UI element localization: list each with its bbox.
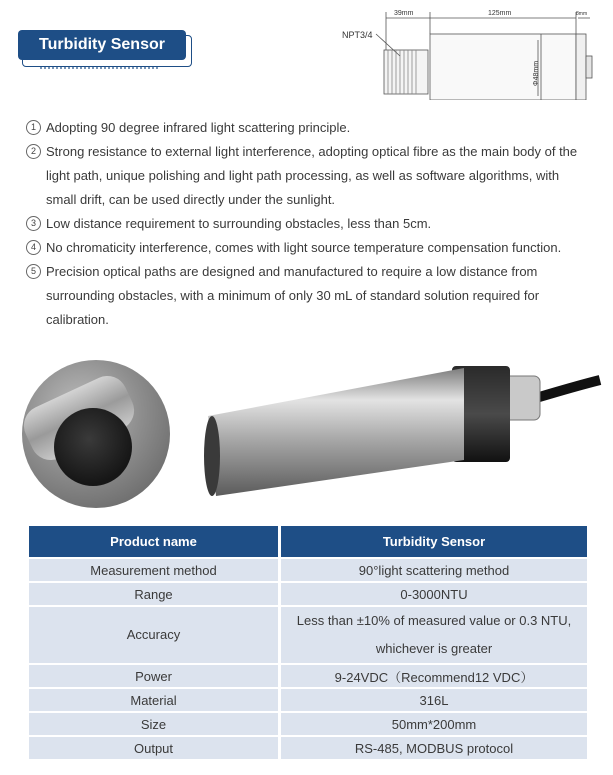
sensor-product-photo — [196, 356, 602, 506]
sensor-end-closeup-photo — [22, 360, 170, 508]
table-row — [29, 607, 587, 663]
dim-body-label: 125mm — [488, 10, 512, 17]
feature-item — [26, 116, 586, 140]
spec-label: Measurement method — [29, 559, 278, 581]
spec-value: RS-485, MODBUS protocol — [281, 737, 587, 759]
page-title: Turbidity Sensor — [18, 30, 186, 60]
feature-item — [26, 212, 586, 236]
thread-label: NPT3/4 — [342, 30, 373, 40]
table-row — [29, 559, 587, 581]
spec-label: Accuracy — [29, 607, 278, 663]
dim-diameter-label: Φ48mm — [533, 60, 540, 86]
feature-number: 2 — [26, 144, 41, 159]
dim-thread-label: 39mm — [394, 10, 414, 17]
table-row — [29, 689, 587, 711]
header-cell: Turbidity Sensor — [281, 526, 587, 557]
spec-value: Less than ±10% of measured value or 0.3 NTU, whichever is greater — [281, 607, 587, 663]
sensor-probe-face — [54, 408, 132, 486]
feature-text: Precision optical paths are designed and manufactured to require a low distance from surrounding obstacles, with a minimum of only 30 mL of standard solution required for calibration. — [46, 264, 540, 327]
spec-value: 316L — [281, 689, 587, 711]
spec-label: Material — [29, 689, 278, 711]
spec-label: Size — [29, 713, 278, 735]
dim-end-label: 8mm — [576, 11, 588, 17]
title-badge — [18, 30, 196, 70]
header-cell: Product name — [29, 526, 278, 557]
title-dots-divider — [40, 66, 160, 69]
feature-text: Adopting 90 degree infrared light scattering principle. — [46, 120, 351, 135]
table-row — [29, 737, 587, 759]
spec-label: Power — [29, 665, 278, 687]
spec-table — [26, 524, 590, 761]
spec-value: 90°light scattering method — [281, 559, 587, 581]
feature-number: 3 — [26, 216, 41, 231]
spec-label: Output — [29, 737, 278, 759]
feature-item — [26, 236, 586, 260]
feature-number: 1 — [26, 120, 41, 135]
feature-number: 5 — [26, 264, 41, 279]
table-row — [29, 665, 587, 687]
feature-text: No chromaticity interference, comes with light source temperature compensation function. — [46, 240, 562, 255]
feature-text: Strong resistance to external light interference, adopting optical fibre as the main body of the light path, unique polishing and light path processing, as well as software algorithms, with small drift, can be used directly under the sunlight. — [46, 144, 578, 207]
feature-item — [26, 140, 586, 212]
spec-value: 50mm*200mm — [281, 713, 587, 735]
table-header-row — [29, 526, 587, 557]
feature-item — [26, 260, 586, 332]
spec-label: Range — [29, 583, 278, 605]
feature-text: Low distance requirement to surrounding obstacles, less than 5cm. — [46, 216, 432, 231]
features-list — [26, 116, 586, 332]
spec-value: 0-3000NTU — [281, 583, 587, 605]
table-row — [29, 713, 587, 735]
feature-number: 4 — [26, 240, 41, 255]
spec-value: 9-24VDC（Recommend12 VDC） — [281, 665, 587, 687]
table-row — [29, 583, 587, 605]
dimension-drawing — [338, 4, 602, 100]
